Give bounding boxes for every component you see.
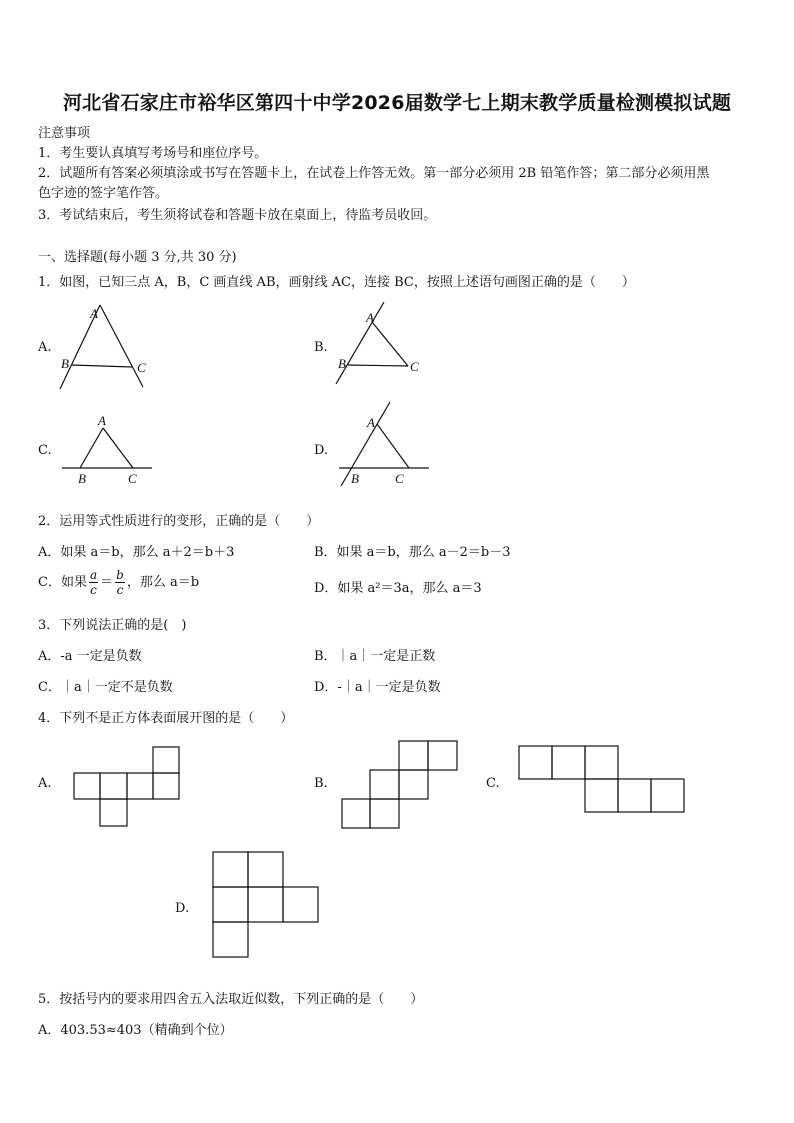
q2-option-b[interactable]: B．如果 a＝b，那么 a－2＝b－3 — [314, 545, 511, 560]
q1-b-label-B: B — [338, 356, 346, 371]
q5-stem: 5．按括号内的要求用四舍五入法取近似数，下列正确的是（ ） — [38, 992, 424, 1007]
q1-d-label-B: B — [351, 471, 359, 486]
q3-option-d[interactable]: D．-｜a｜一定是负数 — [314, 680, 441, 695]
notice-heading: 注意事项 — [38, 126, 91, 141]
q5-option-a[interactable]: A．403.53≈403（精确到个位） — [38, 1023, 233, 1038]
q4-option-d-label[interactable]: D. — [175, 901, 190, 916]
q1-figure-d — [335, 402, 435, 492]
q1-d-label-C: C — [395, 471, 404, 486]
q4-net-c — [518, 745, 688, 815]
q1-b-label-C: C — [410, 359, 419, 374]
q2-c-prefix: C．如果 — [38, 575, 87, 590]
notice-item-3: 3．考试结束后，考生须将试卷和答题卡放在桌面上，待监考员收回。 — [38, 208, 437, 223]
q1-c-label-A: A — [98, 413, 106, 428]
q1-stem: 1．如图，已知三点 A，B，C 画直线 AB，画射线 AC，连接 BC，按照上述语句画图正确的是（ ） — [38, 275, 635, 290]
q1-option-b-label[interactable]: B. — [314, 340, 328, 355]
q1-option-d-label[interactable]: D. — [314, 443, 329, 458]
q2-c-fraction-left: $\frac{a}{c}$ — [89, 568, 98, 597]
q2-option-a[interactable]: A．如果 a＝b，那么 a＋2＝b＋3 — [38, 545, 235, 560]
q3-option-b[interactable]: B．｜a｜一定是正数 — [314, 649, 436, 664]
q1-b-label-A: A — [366, 310, 374, 325]
notice-item-2-cont: 色字迹的签字笔作答。 — [38, 186, 169, 201]
q2-c-equals: ＝ — [100, 575, 114, 590]
q2-c-suffix: ，那么 a＝b — [126, 575, 200, 590]
q3-option-a[interactable]: A．-a 一定是负数 — [38, 649, 142, 664]
q1-c-label-B: B — [78, 471, 86, 486]
q3-option-c[interactable]: C．｜a｜一定不是负数 — [38, 680, 173, 695]
q1-figure-a — [55, 305, 155, 395]
q1-c-label-C: C — [128, 471, 137, 486]
q1-figure-b — [330, 300, 430, 390]
section-heading: 一、选择题(每小题 3 分,共 30 分) — [38, 250, 237, 265]
q1-option-c-label[interactable]: C. — [38, 443, 52, 458]
q1-a-label-C: C — [137, 360, 146, 375]
q4-net-d — [212, 851, 322, 961]
q4-option-a-label[interactable]: A. — [38, 776, 52, 791]
page-title: 河北省石家庄市裕华区第四十中学2026届数学七上期末教学质量检测模拟试题 — [62, 92, 732, 114]
notice-item-2: 2．试题所有答案必须填涂或书写在答题卡上，在试卷上作答无效。第一部分必须用 2B 铅笔作答；第二部分必须用黑 — [38, 166, 710, 181]
q2-stem: 2．运用等式性质进行的变形，正确的是（ ） — [38, 514, 320, 529]
notice-item-1: 1．考生要认真填写考场号和座位序号。 — [38, 146, 268, 161]
q1-a-label-B: B — [61, 356, 69, 371]
q2-option-c[interactable] — [38, 568, 199, 597]
q4-stem: 4．下列不是正方体表面展开图的是（ ） — [38, 711, 294, 726]
q4-option-c-label[interactable]: C. — [486, 776, 500, 791]
q1-option-a-label[interactable]: A. — [38, 340, 52, 355]
q1-d-label-A: A — [367, 415, 375, 430]
q2-c-fraction-right: $\frac{b}{c}$ — [116, 568, 124, 597]
q4-net-a — [73, 746, 183, 830]
q3-stem: 3．下列说法正确的是( ) — [38, 618, 187, 633]
q2-option-d[interactable]: D．如果 a²＝3a，那么 a＝3 — [314, 581, 482, 596]
q4-option-b-label[interactable]: B. — [314, 776, 328, 791]
q1-figure-c — [60, 410, 160, 490]
q4-net-b — [341, 740, 461, 830]
q1-a-label-A: A — [90, 306, 98, 321]
